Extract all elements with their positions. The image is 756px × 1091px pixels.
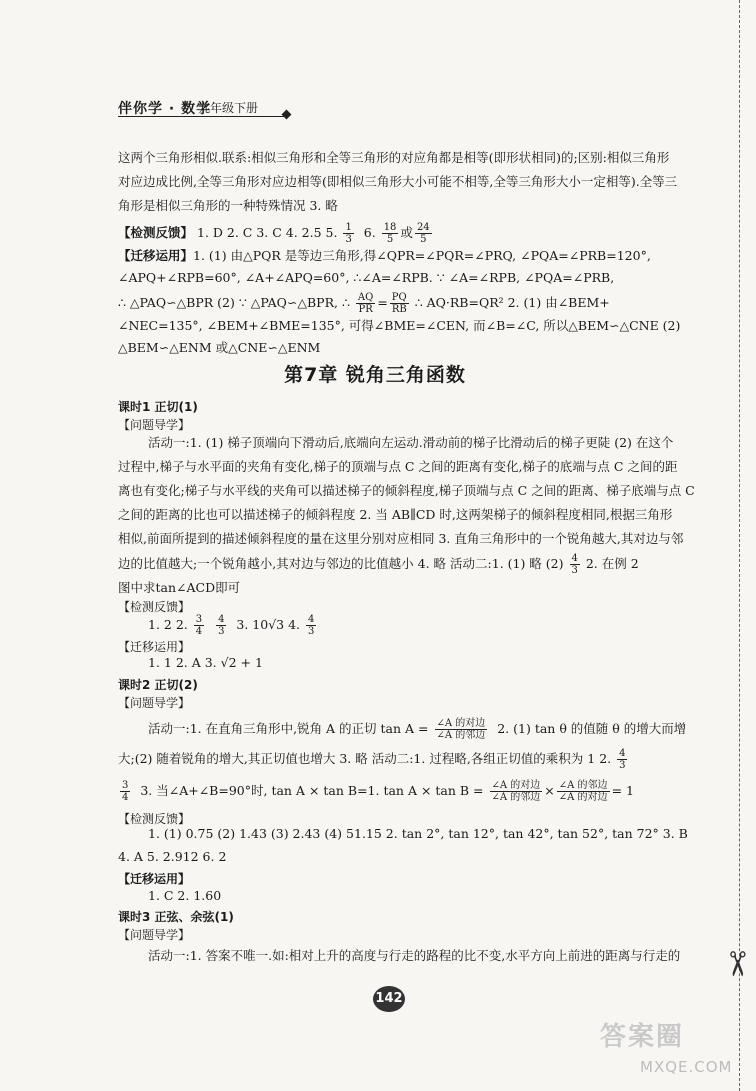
fraction: $\frac{AQ}{PR}$ — [357, 292, 374, 315]
feedback-label: 【检测反馈】 — [118, 812, 191, 826]
transfer-label: 【迁移运用】 — [118, 640, 191, 654]
lesson-1-guide-2: 过程中,梯子与水平面的夹角有变化,梯子的顶端与点 C 之间的距离有变化,梯子的底端与点 C 之间的距 — [118, 459, 678, 474]
fraction: $\frac{3}{4}$ — [122, 780, 129, 803]
transfer-label: 【迁移运用】 — [118, 248, 194, 263]
feedback-label: 【检测反馈】 — [118, 600, 191, 614]
lesson-1-feedback — [148, 614, 318, 637]
guide-text: 2. 在例 2 — [585, 556, 639, 571]
lesson-1-guide-1: 活动一:1. (1) 梯子顶端向下滑动后,底端向左运动.滑动前的梯子比滑动后的梯子更陡 (2) 在这个 — [148, 435, 674, 450]
guide-text: 2. (1) tan θ 的值随 θ 的增大而增 — [497, 721, 687, 736]
feedback-text: 3. 10√3 4. — [236, 617, 301, 632]
lesson-2-guide-3 — [118, 780, 634, 803]
intro-line-3: 角形是相似三角形的一种特殊情况 3. 略 — [118, 198, 338, 213]
lesson-1-guide-6 — [118, 553, 639, 576]
times-sign: × — [544, 783, 555, 798]
transfer-1-line-5: ∠NEC=135°, ∠BEM+∠BME=135°, 可得∠BME=∠CEN, 而∠B=∠C, 所以△BEM∽△CNE (2) — [118, 318, 681, 333]
lesson-2-guide-2 — [118, 748, 629, 771]
feedback-text: 1. 2 2. — [148, 617, 188, 632]
lesson-2-title: 课时2 正切(2) — [118, 678, 198, 692]
transfer-text: ∴ AQ·RB=QR² 2. (1) 由∠BEM+ — [414, 295, 610, 310]
fraction: $\frac{\text{∠A 的对边}}{\text{∠A 的邻边}}$ — [436, 718, 486, 741]
fraction: $\frac{3}{4}$ — [195, 614, 203, 637]
guide-text: 活动一:1. 在直角三角形中,锐角 A 的正切 tan A = — [148, 721, 429, 736]
transfer-1-line-2: ∠APQ+∠RPB=60°, ∠A+∠APQ=60°, ∴∠A=∠RPB. ∵ ∠A=∠RPB, ∠PQA=∠PRB, — [118, 270, 615, 285]
lesson-1-guide-7: 图中求tan∠ACD即可 — [118, 580, 241, 595]
chapter-title: 第7章 锐角三角函数 — [284, 364, 466, 386]
page-number: 142 — [373, 986, 405, 1012]
equals-sign: = — [377, 295, 388, 310]
guide-text: = 1 — [611, 783, 634, 798]
lesson-1-guide-3: 离也有变化;梯子与水平线的夹角可以描述梯子的倾斜程度,梯子顶端与点 C 之间的距离、梯子底端与点 C — [118, 483, 695, 498]
guide-text: 3. 当∠A+∠B=90°时, tan A × tan B=1. tan A × tan B = — [140, 783, 484, 798]
lesson-1-transfer: 1. 1 2. A 3. √2 + 1 — [148, 655, 263, 670]
lesson-2-feedback-2: 4. A 5. 2.912 6. 2 — [118, 849, 227, 864]
fraction: $\frac{PQ}{RB}$ — [391, 292, 407, 315]
transfer-1-line-6: △BEM∽△ENM 或△CNE∽△ENM — [118, 340, 321, 355]
fraction: $\frac{\text{∠A 的对边}}{\text{∠A 的邻边}}$ — [491, 780, 541, 803]
lesson-2-guide-1 — [148, 718, 686, 741]
answer-6-label: 6. — [363, 225, 376, 240]
lesson-2-transfer: 1. C 2. 1.60 — [148, 888, 222, 903]
lesson-1-guide-4: 之间的距离的比也可以描述梯子的倾斜程度 2. 当 AB∥CD 时,这两架梯子的倾斜程度相同,根据三角形 — [118, 507, 673, 522]
intro-line-1: 这两个三角形相似.联系:相似三角形和全等三角形的对应角都是相等(即形状相同)的;区别:相似三角形 — [118, 150, 670, 165]
transfer-text: 1. (1) 由△PQR 是等边三角形,得∠QPR=∠PQR=∠PRQ, ∠PQA=∠PRB=120°, — [193, 248, 651, 263]
guide-text: 大;(2) 随着锐角的增大,其正切值也增大 3. 略 活动二:1. 过程略,各组正切值的乘积为 1 2. — [118, 751, 612, 766]
guide-label: 【问题导学】 — [118, 928, 191, 942]
transfer-label: 【迁移运用】 — [118, 872, 191, 886]
book-brand: 伴你学 · 数学 — [118, 101, 212, 117]
cut-line — [739, 0, 740, 1091]
fraction: $\frac{\text{∠A 的邻边}}{\text{∠A 的对边}}$ — [558, 780, 608, 803]
scissors-icon: ✂ — [716, 949, 756, 979]
guide-label: 【问题导学】 — [118, 696, 191, 710]
transfer-1-line-1 — [118, 246, 651, 264]
fraction: $\frac{1}{3}$ — [345, 222, 352, 245]
feedback-1 — [118, 222, 434, 245]
transfer-1-line-3 — [118, 292, 610, 315]
intro-line-2: 对应边成比例,全等三角形对应边相等(即相似三角形大小可能不相等,全等三角形大小一定相等).全等三 — [118, 174, 678, 189]
feedback-label: 【检测反馈】 — [118, 225, 194, 240]
lesson-3-guide-1: 活动一:1. 答案不唯一.如:相对上升的高度与行走的路程的比不变,水平方向上前进的距离与行走的 — [148, 948, 681, 963]
fraction: $\frac{4}{3}$ — [571, 553, 578, 576]
lesson-1-title: 课时1 正切(1) — [118, 400, 198, 414]
guide-text: 边的比值越大;一个锐角越小,其对边与邻边的比值越小 4. 略 活动二:1. (1) 略 (2) — [118, 556, 564, 571]
lesson-3-title: 课时3 正弦、余弦(1) — [118, 910, 234, 924]
fraction: $\frac{4}{3}$ — [308, 614, 315, 637]
lesson-1-guide-5: 相似,前面所提到的描述倾斜程度的量在这里分别对应相同 3. 直角三角形中的一个锐角越大,其对边与邻 — [118, 531, 684, 546]
guide-label: 【问题导学】 — [118, 418, 191, 432]
watermark-url: MXQE.COM — [640, 1058, 733, 1076]
fraction: $\frac{18}{5}$ — [383, 222, 397, 245]
fraction: $\frac{4}{3}$ — [218, 614, 225, 637]
watermark: 答案圈 — [600, 1022, 685, 1052]
feedback-answers: 1. D 2. C 3. C 4. 2.5 5. — [197, 225, 338, 240]
lesson-2-feedback-1: 1. (1) 0.75 (2) 1.43 (3) 2.43 (4) 51.15 2. tan 2°, tan 12°, tan 42°, tan 52°, tan 72° 3. B — [148, 826, 688, 841]
diamond-icon — [282, 110, 292, 120]
book-grade: 九年级下册 — [198, 101, 259, 115]
or-text: 或 — [400, 225, 413, 240]
transfer-text: ∴ △PAQ∽△BPR (2) ∵ △PAQ∽△BPR, ∴ — [118, 295, 350, 310]
fraction: $\frac{4}{3}$ — [619, 748, 626, 771]
header-rule — [118, 116, 286, 117]
fraction: $\frac{24}{5}$ — [416, 222, 430, 245]
